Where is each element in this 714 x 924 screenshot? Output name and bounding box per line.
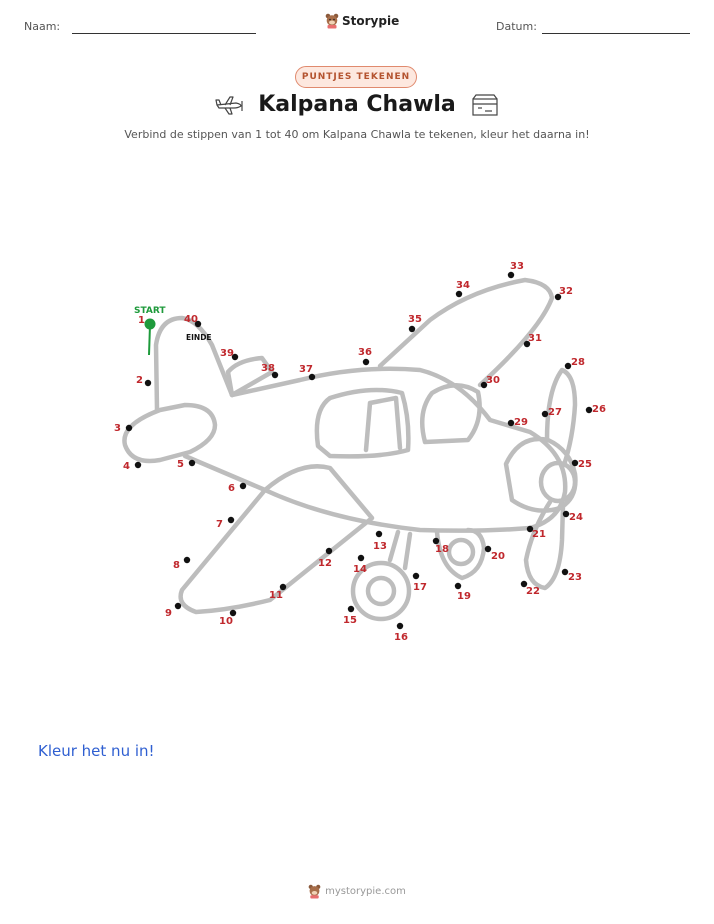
dot-number-9: 9	[165, 608, 172, 619]
dot-number-30: 30	[486, 375, 500, 386]
end-label: EINDE	[186, 333, 212, 342]
dot-number-16: 16	[394, 632, 408, 643]
dot-number-24: 24	[569, 512, 583, 523]
dot-3[interactable]	[126, 425, 132, 431]
brand-name: Storypie	[342, 14, 400, 28]
dot-35[interactable]	[409, 326, 415, 332]
instructions: Verbind de stippen van 1 tot 40 om Kalpana Chawla te tekenen, kleur het daarna in!	[124, 128, 590, 141]
dot-34[interactable]	[456, 291, 462, 297]
dot-8[interactable]	[184, 557, 190, 563]
dot-number-12: 12	[318, 558, 332, 569]
dot-number-14: 14	[353, 564, 367, 575]
dot-19[interactable]	[455, 583, 461, 589]
dot-16[interactable]	[397, 623, 403, 629]
dot-number-5: 5	[177, 459, 184, 470]
dot-12[interactable]	[326, 548, 332, 554]
dot-number-23: 23	[568, 572, 582, 583]
dot-number-27: 27	[548, 407, 562, 418]
start-label: START	[134, 306, 166, 316]
footer-url[interactable]: mystorypie.com	[325, 886, 406, 897]
dot-number-37: 37	[299, 364, 313, 375]
dot-number-15: 15	[343, 615, 357, 626]
dot-13[interactable]	[376, 531, 382, 537]
start-dot	[145, 319, 156, 330]
dot-9[interactable]	[175, 603, 181, 609]
dot-number-40: 40	[184, 314, 198, 325]
dot-number-2: 2	[136, 375, 143, 386]
footer	[0, 884, 714, 899]
dot-4[interactable]	[135, 462, 141, 468]
storypie-footer-icon	[308, 884, 321, 899]
start-line	[149, 325, 150, 355]
dot-number-13: 13	[373, 541, 387, 552]
dot-number-18: 18	[435, 544, 449, 555]
dot-number-4: 4	[123, 461, 130, 472]
dot-number-34: 34	[456, 280, 470, 291]
dot-number-28: 28	[571, 357, 585, 368]
dot-5[interactable]	[189, 460, 195, 466]
dot-number-32: 32	[559, 286, 573, 297]
dot-number-22: 22	[526, 586, 540, 597]
dot-number-31: 31	[528, 333, 542, 344]
dot-7[interactable]	[228, 517, 234, 523]
dot-2[interactable]	[145, 380, 151, 386]
dot-number-10: 10	[219, 616, 233, 627]
dot-36[interactable]	[363, 359, 369, 365]
dot-number-19: 19	[457, 591, 471, 602]
dot-33[interactable]	[508, 272, 514, 278]
dot-15[interactable]	[348, 606, 354, 612]
dot-number-21: 21	[532, 529, 546, 540]
dot-14[interactable]	[358, 555, 364, 561]
dot-number-39: 39	[220, 348, 234, 359]
dot-number-20: 20	[491, 551, 505, 562]
dot-number-36: 36	[358, 347, 372, 358]
dot-number-33: 33	[510, 261, 524, 272]
dot-number-38: 38	[261, 363, 275, 374]
name-label: Naam:	[24, 20, 61, 33]
dot-6[interactable]	[240, 483, 246, 489]
dot-number-11: 11	[269, 590, 283, 601]
airplane-outline	[124, 280, 575, 619]
page-title: Kalpana Chawla	[258, 92, 456, 117]
dot-number-7: 7	[216, 519, 223, 530]
category-badge: PUNTJES TEKENEN	[295, 66, 417, 88]
dot-number-1: 1	[138, 315, 145, 326]
dot-number-26: 26	[592, 404, 606, 415]
dot-number-17: 17	[413, 582, 427, 593]
dot-number-6: 6	[228, 483, 235, 494]
dot-number-35: 35	[408, 314, 422, 325]
dot-number-25: 25	[578, 459, 592, 470]
date-label: Datum:	[496, 20, 537, 33]
color-it-prompt: Kleur het nu in!	[38, 742, 155, 760]
dot-number-29: 29	[514, 417, 528, 428]
dot-17[interactable]	[413, 573, 419, 579]
dot-number-3: 3	[114, 423, 121, 434]
dot-number-8: 8	[173, 560, 180, 571]
